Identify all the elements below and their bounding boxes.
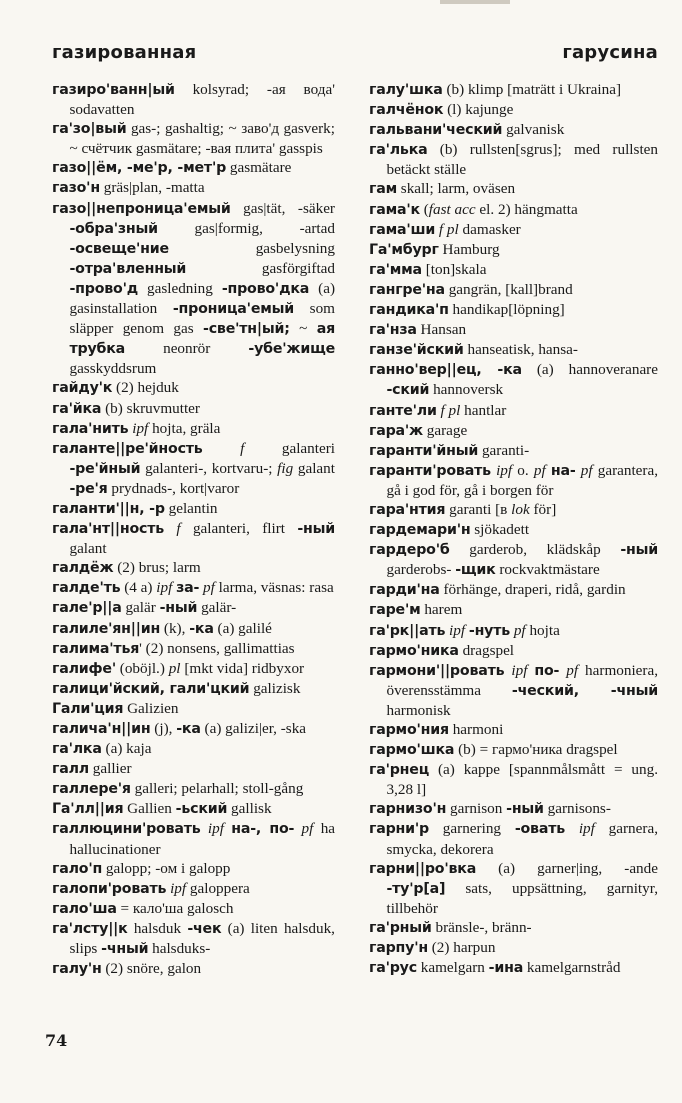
- running-head-right: гарусина: [562, 42, 658, 63]
- grammar-label: lok: [511, 500, 530, 518]
- entry-headword: галу'н: [52, 961, 102, 978]
- entry-headword: гармо'ника: [369, 642, 459, 659]
- entry-text: [164, 520, 176, 537]
- entry-headword: ганте'ли: [369, 402, 437, 419]
- entry-headword: гардеро'б: [369, 542, 450, 559]
- entry-text: galant: [69, 540, 107, 558]
- entry-headword: за-: [176, 580, 200, 597]
- grammar-label: ipf: [132, 419, 149, 437]
- entry-headword: гало'п: [52, 860, 103, 877]
- entry-headword: -проница'емый: [172, 301, 295, 318]
- entry-headword: Га'мбург: [369, 241, 439, 258]
- entry-headword: -овать: [514, 821, 565, 838]
- grammar-label: pl: [168, 659, 181, 677]
- entry-text: (2) snöre, galon: [101, 960, 202, 978]
- entry-headword: -све'тн|ый;: [203, 321, 290, 338]
- dictionary-entry: [369, 280, 658, 300]
- dictionary-entry: [369, 421, 658, 441]
- entry-text: (b) skruvmutter: [101, 399, 200, 417]
- entry-text: kamelgarn: [416, 959, 489, 977]
- entry-text: Hansan: [416, 321, 467, 339]
- dictionary-entry: [369, 80, 658, 100]
- dictionary-entry: [52, 499, 335, 519]
- dictionary-entry: [369, 740, 658, 760]
- entry-text: (a) hannoveranare: [521, 361, 658, 379]
- entry-text: halsduks-: [148, 940, 211, 958]
- entry-text: Galizien: [123, 699, 179, 717]
- entry-text: galizisk: [249, 679, 301, 697]
- entry-text: (a) garner|ing, -ande: [476, 859, 658, 877]
- entry-headword: -прово'д: [69, 280, 138, 297]
- entry-headword: гандика'п: [369, 302, 449, 319]
- entry-text: (a) kappe [spannmålsmått = ung. 3,28 l]: [386, 761, 658, 799]
- entry-text: (a) kaja: [101, 740, 152, 758]
- entry-text: [mkt vida] ridbyxor: [180, 659, 305, 677]
- entry-text: [203, 440, 241, 457]
- entry-text: gasförgiftad: [186, 259, 335, 277]
- grammar-label: ipf: [578, 820, 595, 838]
- entry-text: hojta: [525, 621, 560, 639]
- entry-text: (a) galizi|er, -ska: [200, 720, 307, 737]
- entry-headword: га'нза: [369, 322, 417, 339]
- dictionary-entry: [52, 119, 335, 158]
- entry-text: [294, 820, 301, 837]
- entry-text: skall; larm, oväsen: [396, 180, 516, 198]
- entry-headword: галу'шка: [369, 82, 443, 98]
- grammar-label: pf: [566, 661, 579, 679]
- entry-headword: -ский: [386, 382, 430, 399]
- entry-text: galanteri: [244, 439, 335, 457]
- dictionary-entry: [52, 899, 335, 919]
- entry-text: för]: [529, 500, 557, 518]
- entry-text: (l) kajunge: [443, 101, 514, 119]
- entry-headword: галдёж: [52, 560, 114, 577]
- entry-text: (4 a): [120, 579, 157, 597]
- entry-headword: -нуть: [468, 622, 511, 639]
- entry-headword: -чек: [187, 920, 222, 937]
- entry-headword: га'рк||ать: [369, 622, 446, 639]
- dictionary-entry: [369, 918, 658, 938]
- entry-headword: галици'йский, гали'цкий: [52, 680, 250, 697]
- entry-text: garage: [422, 421, 468, 439]
- entry-text: handikap[löpning]: [448, 301, 565, 319]
- dictionary-entry: [52, 378, 335, 398]
- dictionary-entry: [52, 598, 335, 618]
- dictionary-entry: [52, 158, 335, 178]
- entry-text: garnisons-: [543, 800, 611, 818]
- entry-text: (: [419, 200, 429, 218]
- entry-text: harmoniera, överensstämma: [386, 661, 658, 699]
- left-column: [52, 80, 335, 979]
- entry-headword: га'лька: [369, 142, 428, 159]
- entry-headword: галл: [52, 761, 89, 778]
- entry-headword: гара'ж: [369, 422, 423, 439]
- entry-headword: по-: [534, 662, 560, 679]
- entry-headword: -чный: [101, 941, 149, 958]
- dictionary-entry: [369, 120, 658, 140]
- entry-headword: га'рнец: [369, 762, 430, 779]
- entry-headword: галанти'||н, -р: [52, 500, 165, 517]
- entry-headword: гама'к: [369, 201, 420, 218]
- dictionary-entry: [52, 739, 335, 759]
- entry-text: rockvaktmästare: [495, 561, 600, 579]
- entry-headword: гаранти'ровать: [369, 462, 491, 479]
- entry-text: el. 2) hängmatta: [475, 200, 578, 218]
- entry-headword: галанте||ре'йность: [52, 440, 203, 457]
- top-edge-mark: [440, 0, 510, 4]
- dictionary-entry: [369, 320, 658, 340]
- entry-headword: газо||ём, -ме'р, -мет'р: [52, 160, 227, 177]
- dictionary-entry: [369, 500, 658, 520]
- entry-text: bränsle-, bränn-: [431, 918, 532, 936]
- dictionary-entry: [369, 958, 658, 978]
- entry-headword: гарнизо'н: [369, 801, 447, 818]
- entry-text: harem: [420, 601, 463, 619]
- grammar-label: pf: [513, 621, 526, 639]
- entry-headword: -ина: [488, 960, 524, 977]
- dictionary-entry: [369, 621, 658, 641]
- entry-headword: гарни'р: [369, 821, 429, 838]
- entry-headword: гангре'на: [369, 281, 445, 298]
- entry-text: sjökadett: [470, 521, 530, 539]
- entry-text: hannoversk: [429, 381, 504, 399]
- dictionary-entry: [369, 661, 658, 720]
- grammar-label: pf: [533, 461, 546, 479]
- entry-text: (k),: [160, 619, 190, 637]
- entry-headword: галлюцини'ровать: [52, 821, 201, 838]
- entry-headword: Гали'ция: [52, 700, 124, 717]
- dictionary-entry: [52, 879, 335, 899]
- entry-text: [565, 820, 579, 837]
- entry-headword: ая трубка: [69, 321, 335, 358]
- entry-headword: Га'лл||ия: [52, 801, 124, 818]
- dictionary-entry: [52, 679, 335, 699]
- grammar-label: f: [240, 439, 245, 457]
- dictionary-entry: [369, 220, 658, 240]
- entry-text: gräs|plan, -matta: [99, 179, 205, 197]
- entry-text: dragspel: [458, 641, 515, 659]
- dictionary-entry: [369, 260, 658, 280]
- dictionary-entry: [369, 520, 658, 540]
- entry-text: garanti-: [478, 441, 530, 459]
- entry-headword: гальвани'ческий: [369, 122, 503, 139]
- entry-headword: галчёнок: [369, 102, 444, 119]
- entry-headword: га'лка: [52, 741, 102, 758]
- dictionary-entry: [369, 540, 658, 580]
- entry-headword: -щик: [455, 562, 496, 579]
- entry-text: Gallien: [123, 800, 176, 818]
- dictionary-entry: [52, 919, 335, 959]
- running-head-left: газированная: [52, 42, 197, 63]
- entry-text: hanseatisk, hansa-: [463, 341, 578, 359]
- grammar-label: ipf: [207, 820, 224, 838]
- entry-headword: галде'ть: [52, 580, 121, 597]
- entry-text: (j),: [150, 720, 177, 737]
- entry-headword: гармо'ния: [369, 722, 449, 738]
- entry-headword: -ка: [189, 620, 214, 637]
- entry-headword: на-, по-: [231, 821, 295, 838]
- entry-text: harmoni: [448, 721, 504, 738]
- grammar-label: pf: [580, 461, 593, 479]
- entry-text: (a) gasinstallation: [69, 279, 335, 318]
- entry-text: [201, 820, 208, 837]
- entry-headword: -отра'вленный: [69, 260, 187, 277]
- entry-headword: -обра'зный: [69, 220, 158, 237]
- entry-text: galant: [293, 459, 335, 477]
- dictionary-entry: [369, 760, 658, 799]
- entry-headword: -ьский: [175, 801, 228, 818]
- entry-headword: -ре'йный: [69, 460, 141, 477]
- entry-headword: га'рус: [369, 960, 417, 977]
- entry-text: galoppera: [186, 879, 250, 897]
- entry-headword: -убе'жище: [248, 341, 335, 358]
- page-number: 74: [45, 1031, 68, 1050]
- entry-text: garderobs-: [386, 561, 456, 579]
- entry-headword: галича'н||ин: [52, 721, 151, 737]
- entry-text: gasledning: [138, 279, 222, 297]
- entry-headword: га'зо|вый: [52, 121, 127, 138]
- entry-text: gangrän, [kall]brand: [444, 280, 573, 298]
- entry-text: galopp; -ом i galopp: [102, 859, 231, 877]
- entry-text: damasker: [458, 220, 521, 238]
- dictionary-entry: [369, 300, 658, 320]
- dictionary-entry: [52, 699, 335, 719]
- dictionary-entry: [369, 600, 658, 620]
- dictionary-entry: [52, 819, 335, 858]
- grammar-label: fast acc: [428, 200, 476, 218]
- dictionary-entry: [52, 759, 335, 779]
- entry-text: garanti [в: [445, 500, 512, 518]
- dictionary-entry: [369, 441, 658, 461]
- entry-headword: га'рный: [369, 919, 432, 936]
- grammar-label: ipf: [449, 621, 466, 639]
- entry-headword: галлере'я: [52, 781, 131, 798]
- entry-headword: на-: [550, 462, 576, 479]
- entry-headword: -ка: [176, 721, 201, 737]
- entry-headword: гам: [369, 181, 397, 198]
- entry-text: [ton]skala: [421, 260, 487, 278]
- dictionary-entry: [369, 401, 658, 421]
- entry-text: sats, uppsättning, garnityr, tillbehör: [386, 879, 658, 917]
- entry-text: gallisk: [227, 800, 272, 818]
- entry-text: gas|formig, -artad: [157, 219, 335, 237]
- entry-text: = кало'ша galosch: [116, 899, 234, 917]
- entry-text: prydnads-, kort|varor: [107, 479, 240, 497]
- dictionary-entry: [52, 439, 335, 499]
- entry-text: garantera, gå i god för, gå i borgen för: [386, 461, 659, 499]
- entry-headword: галопи'ровать: [52, 880, 167, 897]
- entry-text: hantlar: [460, 401, 507, 419]
- entry-text: ' (2) nonsens, gallimattias: [139, 639, 295, 657]
- entry-text: galär: [121, 599, 160, 617]
- dictionary-entry: [52, 659, 335, 679]
- dictionary-entry: [52, 719, 335, 739]
- entry-text: gasskyddsrum: [69, 360, 157, 378]
- grammar-label: pf: [203, 579, 215, 597]
- entry-text: galanteri-, kortvaru-;: [140, 459, 278, 477]
- entry-text: gasmätare: [226, 159, 292, 177]
- dictionary-entry: [52, 399, 335, 419]
- entry-text: neonrör: [125, 340, 249, 358]
- dictionary-entry: [52, 178, 335, 198]
- entry-text: (a) liten halsduk, slips: [69, 919, 335, 958]
- dictionary-entry: [369, 360, 658, 400]
- dictionary-entry: [52, 558, 335, 578]
- entry-headword: гаранти'йный: [369, 442, 479, 459]
- entry-text: kolsyrad; -ая вода' sodavatten: [69, 81, 335, 119]
- entry-text: som släpper genom gas: [69, 300, 335, 338]
- entry-text: gas-; gashaltig; ~ заво'д gasverk; ~ счётчик gasmätare; -вая плита' gasspis: [69, 120, 335, 158]
- entry-headword: гардемари'н: [369, 522, 471, 539]
- entry-text: garnering: [429, 820, 515, 838]
- dictionary-entry: [52, 419, 335, 439]
- grammar-label: f pl: [438, 220, 459, 238]
- entry-headword: гале'р||а: [52, 600, 122, 617]
- entry-text: (2) brus; larm: [113, 559, 201, 577]
- entry-text: gas|tät, -säker: [230, 199, 335, 217]
- entry-headword: гала'нт||ность: [52, 521, 165, 538]
- grammar-label: ipf: [170, 879, 187, 897]
- entry-text: Hamburg: [438, 240, 500, 258]
- dictionary-entry: [369, 720, 658, 740]
- entry-text: (a) galilé: [213, 619, 272, 637]
- entry-text: gelantin: [164, 499, 218, 517]
- entry-headword: га'йка: [52, 400, 102, 417]
- entry-headword: ганно'вер||ец, -ка: [369, 362, 522, 379]
- dictionary-entry: [52, 199, 335, 379]
- dictionary-entry: [369, 580, 658, 600]
- grammar-label: f pl: [440, 401, 461, 419]
- dictionary-entry: [369, 461, 658, 500]
- dictionary-entry: [52, 799, 335, 819]
- dictionary-entry: [52, 519, 335, 558]
- right-column: [369, 80, 658, 978]
- entry-text: (oböjl.): [115, 659, 169, 677]
- entry-headword: гайду'к: [52, 380, 113, 397]
- entry-text: kamelgarnstråd: [523, 959, 621, 977]
- dictionary-entry: [52, 779, 335, 799]
- entry-headword: -ческий, -чный: [511, 682, 658, 699]
- grammar-label: fig: [277, 459, 294, 477]
- entry-text: hojta, gräla: [148, 419, 221, 437]
- entry-headword: гармо'шка: [369, 742, 455, 759]
- dictionary-entry: [369, 200, 658, 220]
- entry-text: gallier: [88, 760, 132, 778]
- grammar-label: ipf: [156, 579, 173, 597]
- dictionary-entry: [52, 80, 335, 119]
- entry-headword: гало'ша: [52, 900, 117, 917]
- entry-text: garnison: [446, 800, 507, 818]
- grammar-label: f: [176, 520, 181, 538]
- dictionary-entry: [369, 859, 658, 918]
- dictionary-entry: [52, 578, 335, 598]
- dictionary-entry: [52, 959, 335, 979]
- dictionary-entry: [52, 859, 335, 879]
- entry-headword: -ный: [297, 521, 336, 538]
- entry-headword: гарни||ро'вка: [369, 860, 477, 877]
- entry-headword: -ный: [506, 801, 544, 818]
- entry-headword: -прово'дка: [221, 280, 310, 297]
- dictionary-entry: [52, 619, 335, 639]
- entry-text: o.: [512, 461, 534, 479]
- dictionary-entry: [52, 639, 335, 659]
- dictionary-entry: [369, 641, 658, 661]
- entry-headword: гама'ши: [369, 221, 436, 238]
- entry-headword: гаре'м: [369, 602, 421, 619]
- dictionary-entry: [369, 799, 658, 819]
- entry-text: ~: [289, 320, 317, 338]
- entry-headword: га'лсту||к: [52, 920, 128, 937]
- entry-headword: гала'нить: [52, 420, 129, 437]
- entry-headword: ганзе'йский: [369, 342, 464, 359]
- entry-text: galleri; pelarhall; stoll-gång: [130, 780, 304, 798]
- entry-text: (2) harpun: [427, 939, 496, 957]
- entry-text: galvanisk: [502, 121, 565, 139]
- entry-headword: гара'нтия: [369, 501, 446, 518]
- dictionary-entry: [369, 140, 658, 179]
- entry-headword: -ре'я: [69, 480, 108, 497]
- entry-text: förhänge, draperi, ridå, gardin: [439, 581, 626, 599]
- entry-headword: гарпу'н: [369, 940, 428, 957]
- entry-text: (b) klimp [maträtt i Ukraina]: [442, 81, 622, 98]
- dictionary-entry: [369, 240, 658, 260]
- entry-text: (2) hejduk: [112, 379, 179, 397]
- entry-text: ha hallucinationer: [69, 820, 336, 858]
- entry-headword: галифе': [52, 660, 116, 677]
- dictionary-entry: [369, 340, 658, 360]
- entry-text: garderob, klädskåp: [449, 541, 621, 559]
- entry-text: harmonisk: [386, 701, 451, 719]
- entry-text: galanteri, flirt: [180, 520, 298, 538]
- grammar-label: ipf: [511, 661, 528, 679]
- entry-headword: -ный: [620, 542, 658, 559]
- dictionary-entry: [369, 938, 658, 958]
- entry-headword: газо||непроница'емый: [52, 200, 231, 217]
- entry-text: (b) rullsten[sgrus]; med rullsten betäckt ställe: [386, 141, 658, 179]
- entry-headword: галима'тья: [52, 640, 140, 657]
- entry-text: (b) = гармо'ника dragspel: [454, 741, 618, 759]
- dictionary-entry: [369, 819, 658, 858]
- entry-headword: гармони'||ровать: [369, 662, 505, 679]
- entry-text: galär-: [197, 599, 237, 617]
- dictionary-entry: [369, 179, 658, 199]
- entry-headword: галиле'ян||ин: [52, 620, 161, 637]
- dictionary-entry: [369, 100, 658, 120]
- entry-headword: -освеще'ние: [69, 240, 169, 257]
- grammar-label: pf: [301, 820, 314, 838]
- entry-headword: газиро'ванн|ый: [52, 82, 175, 98]
- entry-headword: газо'н: [52, 180, 100, 197]
- entry-text: larma, väsnas: rasa: [214, 579, 334, 597]
- entry-headword: -ту'р[а]: [386, 880, 446, 897]
- entry-headword: га'мма: [369, 261, 422, 278]
- entry-headword: -ный: [159, 600, 198, 617]
- grammar-label: ipf: [496, 461, 513, 479]
- entry-text: gasbelysning: [168, 239, 335, 257]
- entry-text: halsduk: [127, 919, 188, 937]
- entry-text: garnera, smycka, dekorera: [386, 820, 658, 858]
- entry-headword: гарди'на: [369, 582, 440, 599]
